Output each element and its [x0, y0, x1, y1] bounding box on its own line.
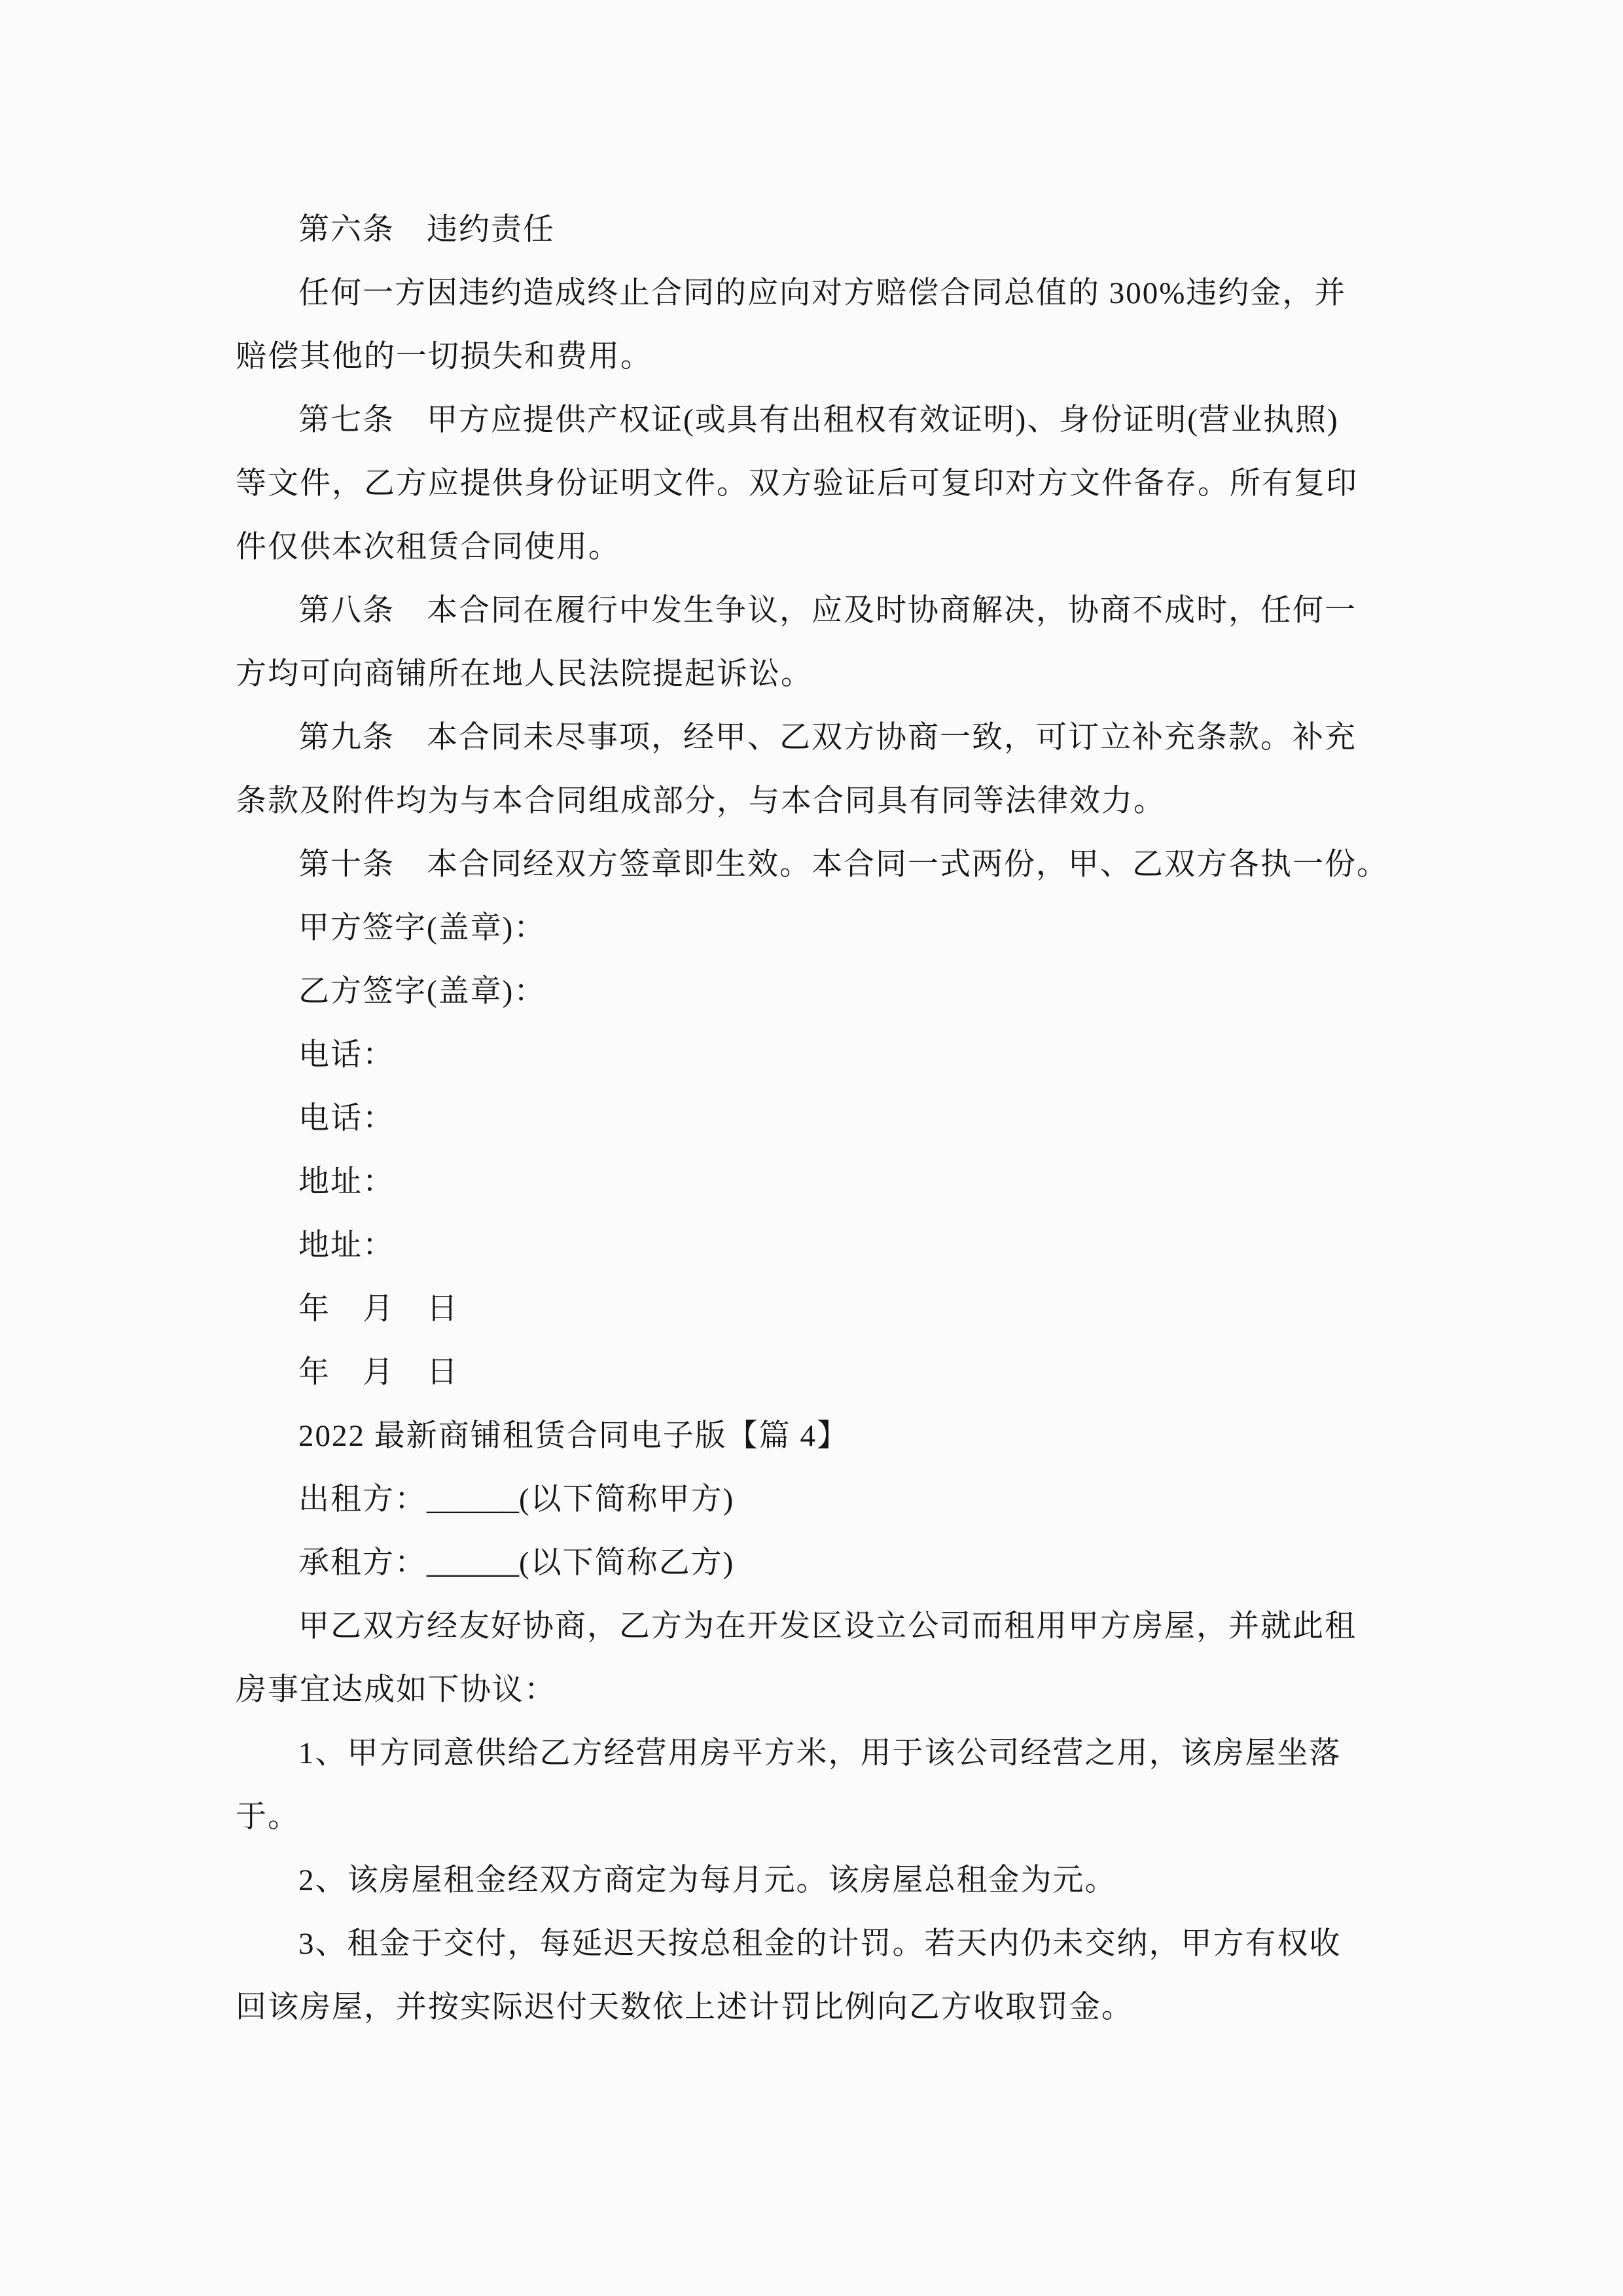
text-segment: 地址：: [298, 1229, 395, 1263]
fill-in-blank-line: ______: [427, 1546, 519, 1580]
clause-10-line: [236, 833, 1407, 897]
text-segment: 任何一方因违约造成终止合同的应向对方赔偿合同总值的 300%违约金，并: [298, 276, 1347, 310]
text-segment: 方均可向商铺所在地人民法院提起诉讼。: [236, 657, 813, 691]
clause-8-line-2: [236, 643, 1407, 706]
text-segment: 乙方签字(盖章)：: [298, 975, 546, 1009]
text-segment: 赔偿其他的一切损失和费用。: [236, 340, 652, 374]
text-segment: 第九条 本合同未尽事项，经甲、乙双方协商一致，可订立补充条款。补充: [298, 721, 1357, 755]
text-segment: 地址：: [298, 1165, 395, 1199]
clause-9-line-2: [236, 770, 1407, 833]
text-segment: 第七条 甲方应提供产权证(或具有出租权有效证明)、身份证明(营业执照): [298, 403, 1339, 437]
date-line-a: [236, 1278, 1407, 1341]
date-line-b: [236, 1341, 1407, 1405]
text-segment: 电话：: [298, 1038, 395, 1072]
clause-6-text-line-2: [236, 325, 1407, 389]
clause-6-heading: [236, 198, 1407, 262]
lessee-line: [236, 1532, 1407, 1595]
party-b-signature-label: [236, 960, 1407, 1024]
item-1-line-1: [236, 1722, 1407, 1785]
text-segment: 3、租金于交付，每延迟天按总租金的计罚。若天内仍未交纳，甲方有权收: [298, 1927, 1342, 1961]
clause-6-text-line-1: [236, 262, 1407, 325]
text-segment: 2、该房屋租金经双方商定为每月元。该房屋总租金为元。: [298, 1863, 1117, 1897]
text-segment: 2022 最新商铺租赁合同电子版【篇 4】: [298, 1419, 849, 1453]
lessor-line: [236, 1468, 1407, 1532]
clause-8-line-1: [236, 579, 1407, 643]
text-segment: 出租方：: [298, 1482, 427, 1516]
address-label-b: [236, 1214, 1407, 1278]
text-segment: 1、甲方同意供给乙方经营用房平方米，用于该公司经营之用，该房屋坐落: [298, 1736, 1342, 1770]
phone-label-a: [236, 1024, 1407, 1087]
text-segment: 电话：: [298, 1102, 395, 1136]
text-segment: 等文件，乙方应提供身份证明文件。双方验证后可复印对方文件备存。所有复印: [236, 467, 1358, 501]
item-1-line-2: [236, 1785, 1407, 1849]
text-segment: 年 月 日: [298, 1355, 459, 1390]
preamble-line-1: [236, 1595, 1407, 1659]
phone-label-b: [236, 1087, 1407, 1151]
clause-9-line-1: [236, 706, 1407, 770]
text-segment: 件仅供本次租赁合同使用。: [236, 530, 620, 564]
text-segment: 甲方签字(盖章)：: [298, 911, 546, 945]
text-segment: 第六条 违约责任: [298, 213, 555, 247]
text-segment: 条款及附件均为与本合同组成部分，与本合同具有同等法律效力。: [236, 784, 1166, 818]
section-title-part-4: [236, 1405, 1407, 1468]
text-segment: (以下简称乙方): [519, 1546, 735, 1580]
address-label-a: [236, 1151, 1407, 1214]
fill-in-blank-line: ______: [427, 1482, 519, 1516]
clause-7-line-1: [236, 389, 1407, 452]
text-segment: 第八条 本合同在履行中发生争议，应及时协商解决，协商不成时，任何一: [298, 594, 1357, 628]
text-segment: 甲乙双方经友好协商，乙方为在开发区设立公司而租用甲方房屋，并就此租: [298, 1609, 1357, 1643]
text-segment: 于。: [236, 1800, 300, 1834]
clause-7-line-2: [236, 452, 1407, 516]
item-3-line-1: [236, 1912, 1407, 1976]
contract-text-block: [236, 198, 1407, 2039]
text-segment: 房事宜达成如下协议：: [236, 1673, 556, 1707]
text-segment: (以下简称甲方): [519, 1482, 735, 1516]
preamble-line-2: [236, 1659, 1407, 1722]
text-segment: 第十条 本合同经双方签章即生效。本合同一式两份，甲、乙双方各执一份。: [298, 848, 1389, 882]
text-segment: 承租方：: [298, 1546, 427, 1580]
party-a-signature-label: [236, 897, 1407, 960]
text-segment: 回该房屋，并按实际迟付天数依上述计罚比例向乙方收取罚金。: [236, 1990, 1133, 2024]
item-2-line: [236, 1849, 1407, 1912]
clause-7-line-3: [236, 516, 1407, 579]
item-3-line-2: [236, 1976, 1407, 2039]
text-segment: 年 月 日: [298, 1292, 459, 1326]
